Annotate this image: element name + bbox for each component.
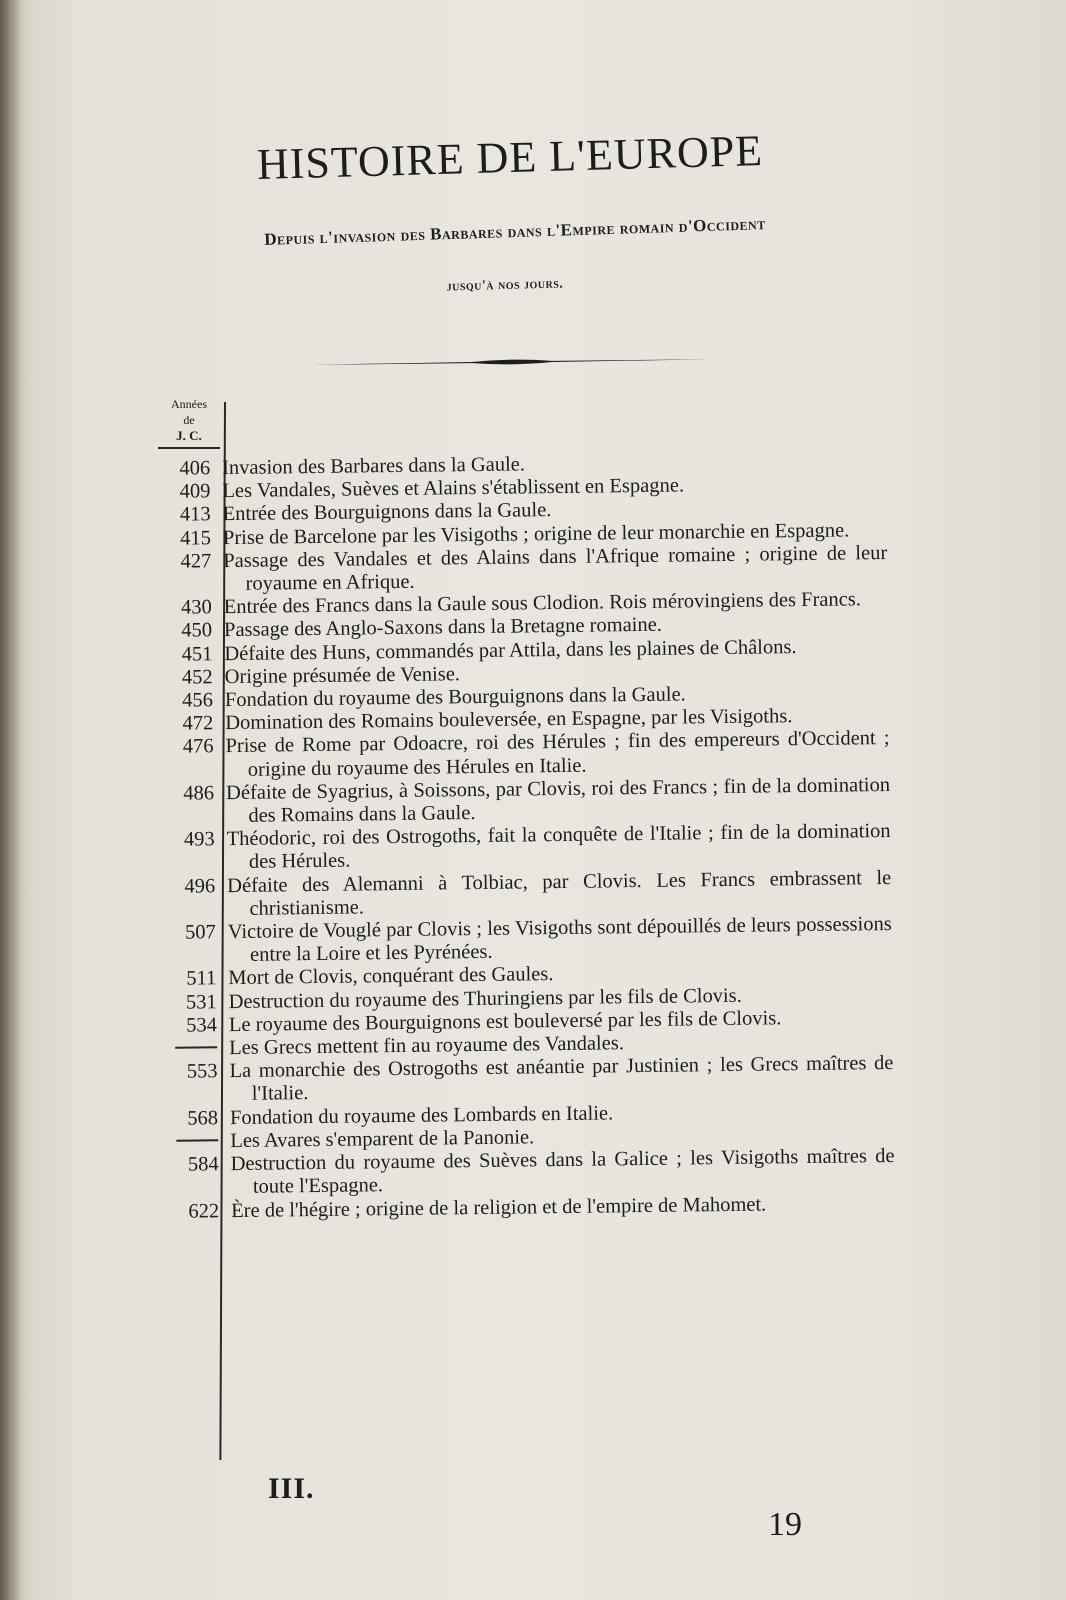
entry-year [158, 1130, 226, 1154]
entry-year: 534 [186, 1014, 218, 1037]
years-column-header [158, 396, 220, 444]
entry-year: 496 [184, 874, 216, 898]
entry-year: 622 [188, 1199, 220, 1223]
entry-year [157, 1037, 225, 1061]
entry-text: Entrée des Francs dans la Gaule sous Clodion. Rois mérovingiens des Francs. [223, 588, 862, 619]
entry-text: Le royaume des Bourguignons est bouleversé par les fils de Clovis. [228, 1007, 782, 1036]
years-header-line1: Années [171, 397, 207, 411]
entry-year: 430 [180, 596, 212, 619]
entry-text: Domination des Romains bouleversée, en Espagne, par les Visigoths. [225, 705, 793, 735]
entry-year: 493 [183, 828, 215, 851]
entry-text: Les Avares s'emparent de la Panonie. [230, 1126, 535, 1152]
ornamental-rule [312, 355, 712, 369]
years-header-line2: de [183, 413, 195, 427]
entry-year: 415 [180, 526, 212, 550]
entry-year: 413 [179, 503, 211, 527]
entry-text: La monarchie des Ostrogoths est anéantie par Justinien ; les Grecs maîtres de l'Italie. [229, 1052, 894, 1106]
page-number: 19 [768, 1506, 802, 1543]
entry-text: Fondation du royaume des Bourguignons dans la Gaule. [224, 683, 686, 712]
entry-text: Défaite de Syagrius, à Soissons, par Clovis, roi des Francs ; fin de la domination des Romains dans la Gaule. [225, 773, 891, 827]
entry-text: Défaite des Huns, commandés par Attila, dans les plaines de Châlons. [224, 635, 797, 665]
entry-year: 409 [179, 480, 211, 503]
entry-text: Origine présumée de Venise. [224, 663, 461, 688]
entry-text: Prise de Rome par Odoacre, roi des Hérules ; fin des empereurs d'Occident ; origine du royaume des Hérules en Italie. [225, 727, 890, 781]
entry-text: Victoire de Vouglé par Clovis ; les Visigoths sont dépouillés de leurs possessions entre la Loire et les Pyrénées. [227, 913, 892, 967]
entry-year: 553 [186, 1060, 218, 1083]
entry-year: 511 [186, 967, 217, 991]
entry-year: 531 [185, 990, 217, 1014]
entry-text: Invasion des Barbares dans la Gaule. [221, 453, 526, 480]
entry-text: Prise de Barcelone par les Visigoths ; origine de leur monarchie en Espagne. [222, 519, 850, 549]
entry-year: 427 [180, 550, 212, 573]
entry-text: Destruction du royaume des Thuringiens par les fils de Clovis. [228, 984, 742, 1013]
entry-text: Passage des Vandales et des Alains dans l'Afrique romaine ; origine de leur royaume en Afrique. [223, 541, 888, 595]
entry-text: Passage des Anglo-Saxons dans la Bretagne romaine. [223, 614, 663, 642]
entry-year: 472 [182, 712, 214, 735]
entry-text: Fondation du royaume des Lombards en Italie. [229, 1102, 614, 1129]
entry-year: 568 [187, 1106, 219, 1130]
page-title: HISTOIRE DE L'EUROPE [256, 125, 764, 190]
entry-year: 451 [181, 642, 213, 666]
entry-text: Mort de Clovis, conquérant des Gaules. [228, 963, 554, 990]
entry-text: Destruction du royaume des Suèves dans la Galice ; les Visigoths maîtres de toute l'Espagne. [230, 1145, 895, 1199]
entry-year: 486 [183, 782, 215, 805]
entry-year: 406 [179, 457, 211, 480]
signature-mark: III. [268, 1472, 315, 1505]
entry-text: Les Vandales, Suèves et Alains s'établissent en Espagne. [222, 474, 685, 503]
page-subtitle: Depuis l'invasion des Barbares dans l'Empire romain d'Occident [263, 214, 766, 249]
entry-year: 456 [182, 689, 214, 712]
entry-text: Entrée des Bourguignons dans la Gaule. [222, 499, 552, 526]
entry-text: Les Grecs mettent fin au royaume des Vandales. [229, 1032, 625, 1060]
entry-year: 450 [181, 619, 213, 643]
spine-shadow [0, 0, 22, 1600]
years-header-line3: J. C. [176, 428, 202, 443]
entry-year: 584 [187, 1153, 219, 1176]
page-subtitle-continued: jusqu'à nos jours. [446, 276, 564, 295]
entry-year: 452 [181, 666, 213, 689]
years-header-rule [158, 447, 220, 449]
chronology-list [150, 449, 899, 1224]
entry-text: Défaite des Alemanni à Tolbiac, par Clovis. Les Francs embrassent le christianisme. [227, 866, 892, 920]
entry-year: 476 [182, 735, 214, 759]
entry-year: 507 [184, 921, 216, 944]
entry-text: Théodoric, roi des Ostrogoths, fait la conquête de l'Italie ; fin de la domination des Hérules. [226, 820, 891, 874]
entry-text: Ère de l'hégire ; origine de la religion et de l'empire de Mahomet. [231, 1193, 767, 1222]
